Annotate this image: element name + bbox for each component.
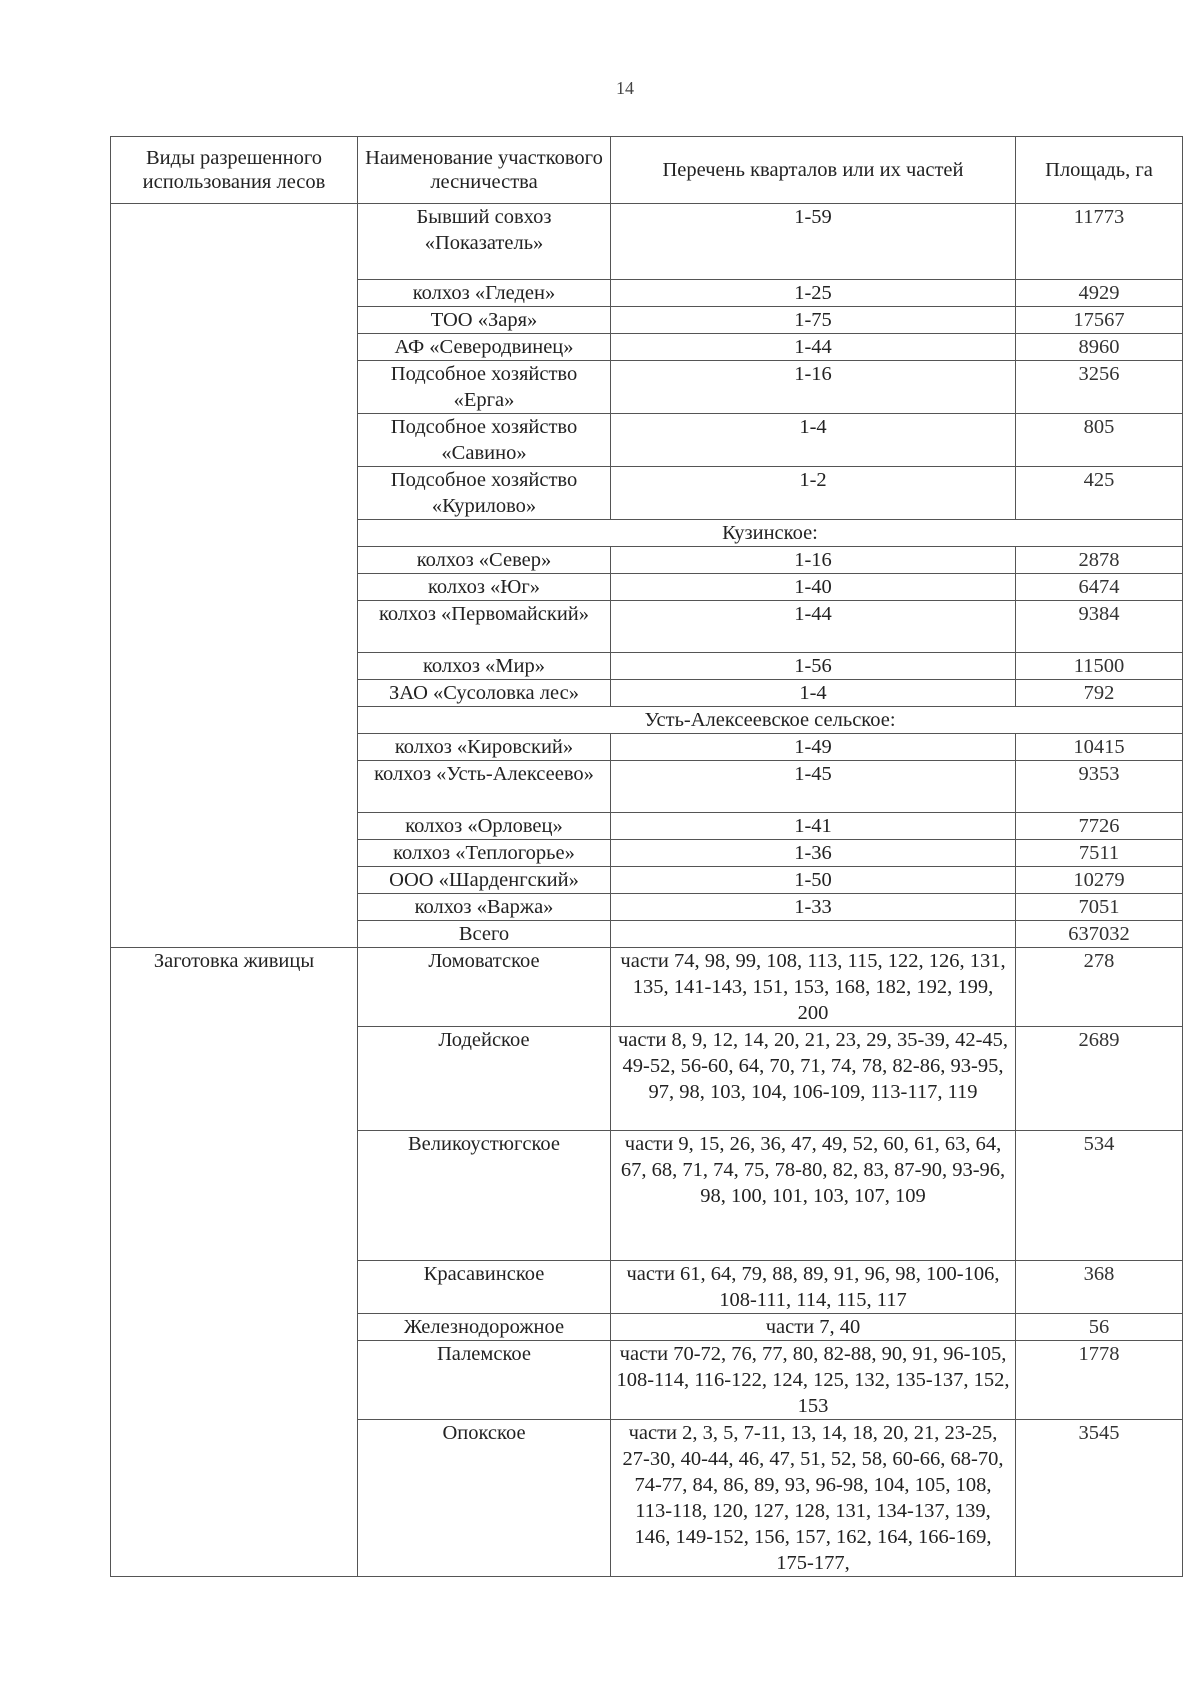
forestry-name-cell: колхоз «Кировский» (358, 734, 611, 761)
quarters-cell: части 9, 15, 26, 36, 47, 49, 52, 60, 61, 63, 64, 67, 68, 71, 74, 75, 78-80, 82, 83, 87-90, 93-96, 98, 100, 101, 103, 107, 109 (611, 1131, 1016, 1261)
area-cell: 7511 (1016, 840, 1183, 867)
area-cell: 278 (1016, 948, 1183, 1027)
quarters-cell: части 70-72, 76, 77, 80, 82-88, 90, 91, 96-105, 108-114, 116-122, 124, 125, 132, 135-137, 152, 153 (611, 1341, 1016, 1420)
forestry-name-cell: колхоз «Варжа» (358, 894, 611, 921)
header-area: Площадь, га (1016, 137, 1183, 204)
quarters-cell: части 61, 64, 79, 88, 89, 91, 96, 98, 100-106, 108-111, 114, 115, 117 (611, 1261, 1016, 1314)
quarters-cell: 1-40 (611, 574, 1016, 601)
forestry-name-cell: ТОО «Заря» (358, 307, 611, 334)
forestry-name-cell: Подсобное хозяйство «Курилово» (358, 467, 611, 520)
area-cell: 7726 (1016, 813, 1183, 840)
quarters-cell: 1-56 (611, 653, 1016, 680)
table-body (111, 204, 1183, 1577)
area-cell: 1778 (1016, 1341, 1183, 1420)
quarters-cell: 1-44 (611, 601, 1016, 653)
quarters-cell: 1-59 (611, 204, 1016, 280)
quarters-cell: части 74, 98, 99, 108, 113, 115, 122, 126, 131, 135, 141-143, 151, 153, 168, 182, 192, 199, 200 (611, 948, 1016, 1027)
forest-use-table (110, 136, 1183, 1577)
forestry-name-cell: колхоз «Мир» (358, 653, 611, 680)
quarters-cell: 1-2 (611, 467, 1016, 520)
forestry-name-cell: Красавинское (358, 1261, 611, 1314)
area-cell: 17567 (1016, 307, 1183, 334)
quarters-cell: 1-41 (611, 813, 1016, 840)
page-number: 14 (616, 78, 634, 98)
area-cell: 2689 (1016, 1027, 1183, 1131)
forestry-name-cell: колхоз «Юг» (358, 574, 611, 601)
section-heading: Усть-Алексеевское сельское: (358, 707, 1183, 734)
forestry-name-cell: колхоз «Первомайский» (358, 601, 611, 653)
area-cell: 11500 (1016, 653, 1183, 680)
table-header-row (111, 137, 1183, 204)
area-cell: 368 (1016, 1261, 1183, 1314)
total-area: 637032 (1016, 921, 1183, 948)
forestry-name-cell: колхоз «Теплогорье» (358, 840, 611, 867)
total-label: Всего (358, 921, 611, 948)
area-cell: 425 (1016, 467, 1183, 520)
forestry-name-cell: Палемское (358, 1341, 611, 1420)
area-cell: 10415 (1016, 734, 1183, 761)
table-row (111, 948, 1183, 1027)
area-cell: 11773 (1016, 204, 1183, 280)
forestry-name-cell: колхоз «Север» (358, 547, 611, 574)
forestry-name-cell: Лодейское (358, 1027, 611, 1131)
area-cell: 56 (1016, 1314, 1183, 1341)
forestry-name-cell: Ломоватское (358, 948, 611, 1027)
forestry-name-cell: Подсобное хозяйство «Савино» (358, 414, 611, 467)
area-cell: 9384 (1016, 601, 1183, 653)
area-cell: 6474 (1016, 574, 1183, 601)
forestry-name-cell: Бывший совхоз «Показатель» (358, 204, 611, 280)
quarters-cell: части 8, 9, 12, 14, 20, 21, 23, 29, 35-39, 42-45, 49-52, 56-60, 64, 70, 71, 74, 78, 82-86, 93-95, 97, 98, 103, 104, 106-109, 113-117, 119 (611, 1027, 1016, 1131)
forestry-name-cell: Подсобное хозяйство «Ерга» (358, 361, 611, 414)
quarters-cell: 1-50 (611, 867, 1016, 894)
table-row (111, 204, 1183, 280)
header-forestry-name: Наименование участкового лесничества (358, 137, 611, 204)
forestry-name-cell: ООО «Шарденгский» (358, 867, 611, 894)
forestry-name-cell: АФ «Северодвинец» (358, 334, 611, 361)
area-cell: 9353 (1016, 761, 1183, 813)
quarters-cell: 1-4 (611, 414, 1016, 467)
area-cell: 3256 (1016, 361, 1183, 414)
forestry-name-cell: Железнодорожное (358, 1314, 611, 1341)
quarters-cell: части 2, 3, 5, 7-11, 13, 14, 18, 20, 21, 23-25, 27-30, 40-44, 46, 47, 51, 52, 58, 60-66, 68-70, 74-77, 84, 86, 89, 93, 96-98, 104, 105, 108, 113-118, 120, 127, 128, 131, 134-137, 139, 146, 149-152, 156, 157, 162, 164, 166-169, 175-177, (611, 1420, 1016, 1577)
area-cell: 10279 (1016, 867, 1183, 894)
area-cell: 534 (1016, 1131, 1183, 1261)
quarters-cell: 1-45 (611, 761, 1016, 813)
quarters-cell: 1-16 (611, 361, 1016, 414)
area-cell: 792 (1016, 680, 1183, 707)
forestry-name-cell: колхоз «Усть-Алексеево» (358, 761, 611, 813)
quarters-cell: 1-44 (611, 334, 1016, 361)
area-cell: 7051 (1016, 894, 1183, 921)
forestry-name-cell: Опокское (358, 1420, 611, 1577)
header-quarters: Перечень кварталов или их частей (611, 137, 1016, 204)
area-cell: 4929 (1016, 280, 1183, 307)
quarters-cell: 1-33 (611, 894, 1016, 921)
area-cell: 3545 (1016, 1420, 1183, 1577)
forestry-name-cell: колхоз «Орловец» (358, 813, 611, 840)
area-cell: 8960 (1016, 334, 1183, 361)
total-quarters (611, 921, 1016, 948)
quarters-cell: 1-16 (611, 547, 1016, 574)
area-cell: 805 (1016, 414, 1183, 467)
quarters-cell: 1-25 (611, 280, 1016, 307)
area-cell: 2878 (1016, 547, 1183, 574)
usage-cell (111, 204, 358, 948)
quarters-cell: 1-75 (611, 307, 1016, 334)
forestry-name-cell: Великоустюгское (358, 1131, 611, 1261)
quarters-cell: 1-4 (611, 680, 1016, 707)
forestry-name-cell: ЗАО «Сусоловка лес» (358, 680, 611, 707)
forestry-name-cell: колхоз «Гледен» (358, 280, 611, 307)
quarters-cell: 1-49 (611, 734, 1016, 761)
quarters-cell: 1-36 (611, 840, 1016, 867)
quarters-cell: части 7, 40 (611, 1314, 1016, 1341)
section-heading: Кузинское: (358, 520, 1183, 547)
usage-resin-cell: Заготовка живицы (111, 948, 358, 1577)
header-usage: Виды разрешенного использования лесов (111, 137, 358, 204)
